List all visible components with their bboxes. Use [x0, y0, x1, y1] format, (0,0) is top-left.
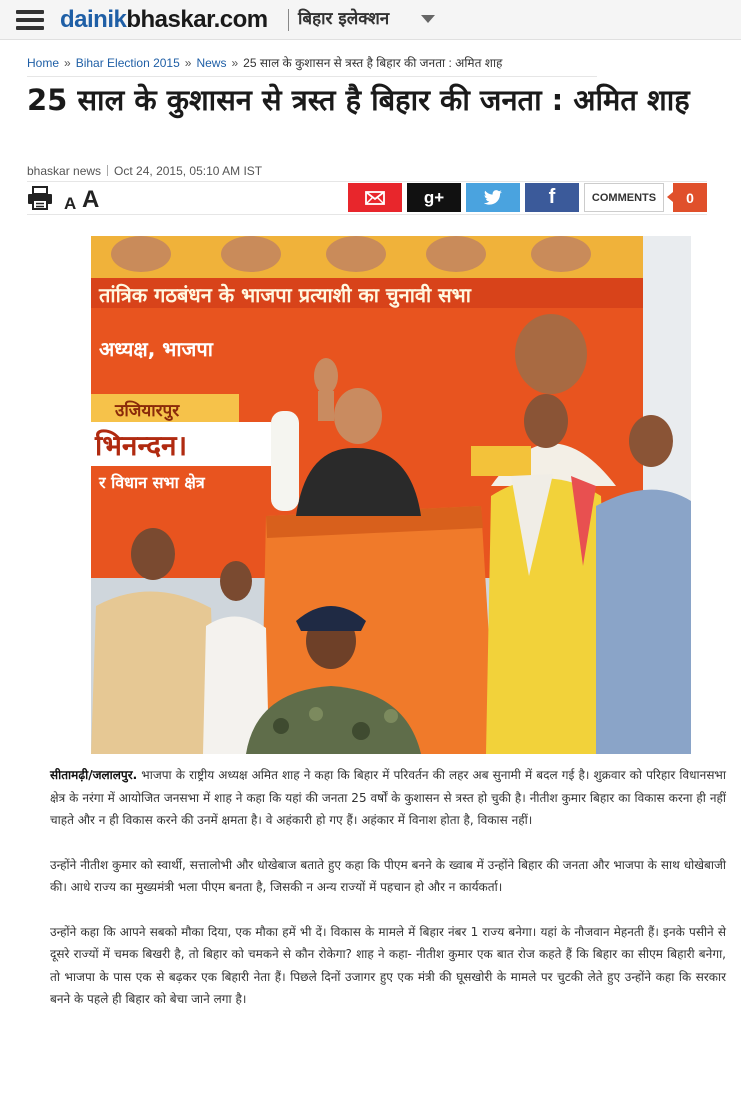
top-bar [0, 0, 741, 40]
page-title: 25 साल के कुशासन से त्रस्त है बिहार की जनता : अमित शाह [27, 83, 690, 117]
facebook-icon: f [548, 186, 556, 208]
article-body [50, 764, 726, 1033]
breadcrumb-separator: » [184, 56, 192, 70]
photo-banner-text: अध्यक्ष, भाजपा [99, 337, 213, 361]
divider [27, 181, 707, 182]
twitter-icon [483, 190, 503, 206]
divider [27, 76, 597, 77]
breadcrumb-news[interactable]: News [196, 56, 227, 70]
menu-icon[interactable] [16, 10, 44, 30]
photo-banner-text: भिनन्दन। [95, 429, 188, 462]
dateline: सीतामढ़ी/जलालपुर. [50, 768, 138, 782]
share-email-button[interactable] [348, 183, 402, 212]
breadcrumb-separator: » [231, 56, 239, 70]
share-twitter-button[interactable] [466, 183, 520, 212]
divider [27, 214, 707, 215]
site-logo[interactable]: dainikbhaskar.com [60, 6, 268, 33]
chevron-down-icon[interactable] [421, 15, 435, 23]
photo-banner-text: उजियारपुर [115, 401, 180, 421]
logo-divider [288, 9, 289, 31]
section-name[interactable]: बिहार इलेक्शन [298, 9, 390, 29]
author-name[interactable]: bhaskar news [27, 164, 102, 178]
font-decrease-button[interactable]: A [64, 194, 77, 213]
breadcrumb-separator: » [64, 56, 71, 70]
breadcrumb-current: 25 साल के कुशासन से त्रस्त है बिहार की जनता : अमित शाह [243, 56, 503, 70]
comments-button[interactable]: COMMENTS [584, 183, 664, 212]
comments-count-badge[interactable]: 0 [673, 183, 707, 212]
photo-banner-text: तांत्रिक गठबंधन के भाजपा प्रत्याशी का चुनावी सभा [99, 283, 471, 307]
share-google-plus-button[interactable] [407, 183, 461, 212]
article-paragraph: उन्होंने कहा कि आपने सबको मौका दिया, एक मौका हमें भी दें। विकास के मामले में बिहार नंबर 1 राज्य बनेगा। यहां के नौजवान मेहनती हैं। इनके पसीने से दूसरे राज्यों में चमक बिखरी है, तो बिहार को चमकने से कौन रोकेगा? शाह ने कहा- नीतीश कुमार एक बात रोज कहते हैं कि बिहार का सीएम बिहारी बनेगा, तो भाजपा के पास एक से बढ़कर एक बिहारी नेता हैं। पिछले दिनों उजागर हुए एक मंत्री की घूसखोरी के मामले पर चुटकी लेते हुए उन्होंने कहा कि सरकार बनने के पहले ही बिहार को बेचा जाने लगा है। [50, 924, 726, 1006]
font-increase-button[interactable]: A [82, 186, 100, 213]
breadcrumb-bihar-election[interactable]: Bihar Election 2015 [75, 56, 180, 70]
share-facebook-button[interactable] [525, 183, 579, 212]
print-icon[interactable] [27, 186, 53, 210]
article-paragraph: सीतामढ़ी/जलालपुर. भाजपा के राष्ट्रीय अध्यक्ष अमित शाह ने कहा कि बिहार में परिवर्तन की लहर अब सुनामी में बदल गई है। शुक्रवार को परिहार विधानसभा क्षेत्र के नरंगा में आयोजित जनसभा में शाह ने कहा कि यहां की जनता 25 वर्षों के कुशासन से त्रस्त हो चुकी है। नीतीश कुमार बिहार का विकास करना ही नहीं चाहते और न ही विकास करने की उनमें क्षमता है। वे अहंकारी हो गए हैं। अहंकार में विनाश होता है, विकास नहीं। [50, 768, 726, 827]
email-icon [365, 191, 385, 205]
photo-banner-text: र विधान सभा क्षेत्र [99, 473, 205, 492]
breadcrumb [27, 54, 502, 71]
article-paragraph: उन्होंने नीतीश कुमार को स्वार्थी, सत्तालोभी और धोखेबाज बताते हुए कहा कि पीएम बनने के ख्वाब में उन्होंने बिहार की जनता और भाजपा के साथ धोखेबाजी की। आधे राज्य का मुख्यमंत्री भला पीएम बनता है, जिसकी न अन्य राज्यों में पहचान हो और न कार्यकर्ता। [50, 857, 726, 894]
google-plus-icon: g+ [423, 187, 445, 207]
byline [27, 164, 262, 178]
article-photo [91, 236, 691, 754]
publish-date: Oct 24, 2015, 05:10 AM IST [114, 164, 263, 178]
breadcrumb-home[interactable]: Home [27, 56, 60, 70]
